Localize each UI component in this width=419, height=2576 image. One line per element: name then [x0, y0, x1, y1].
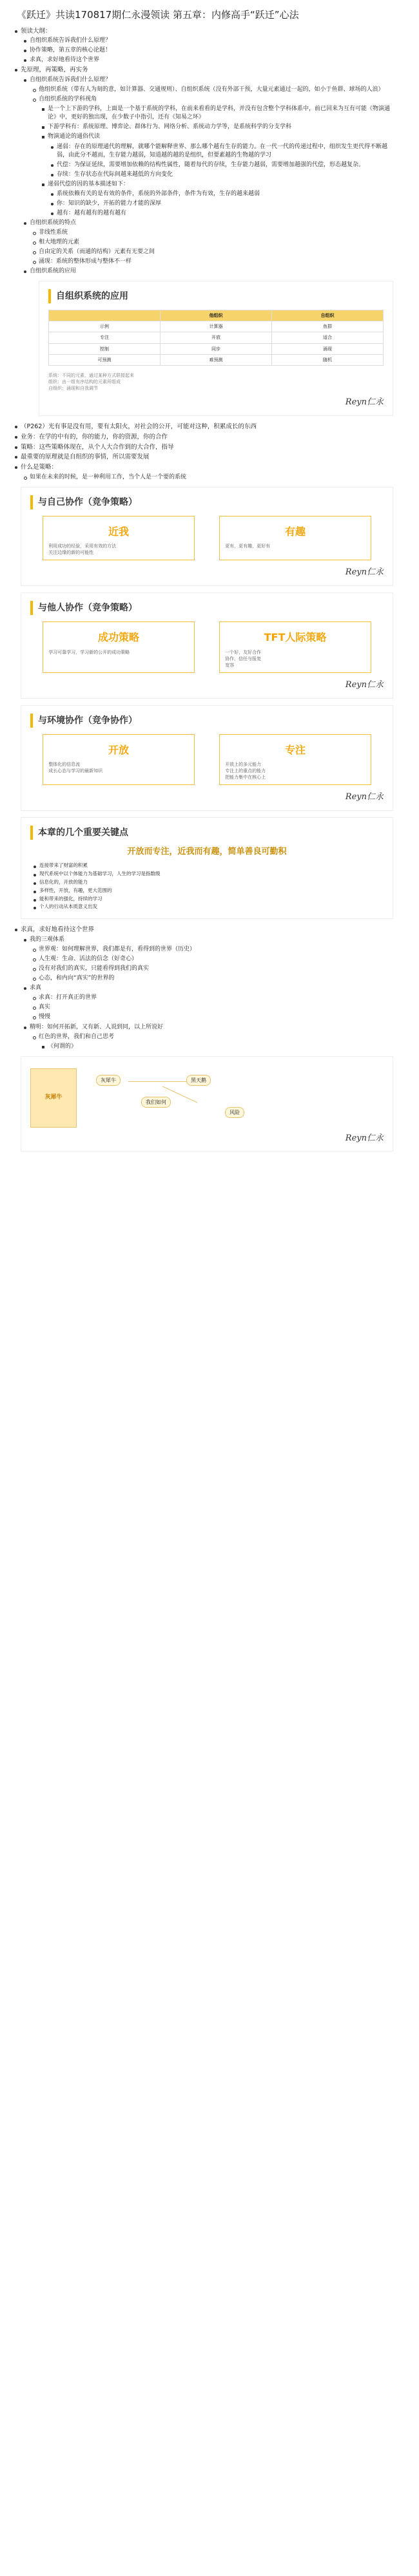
- outline-item: 先原理，再策略，再实务 自组织系统告诉我们什么原理？ 他组织系统（带有人为刻的意，如计算器、交通规则）、自组织系统（没有外部干预，大量元素通过一起的，如小于鱼群、球场的人浪） 自组织系统的学科视角 是一个上下游的学科，上面是一个基于系统的学科，在前来看看的是学科，并没有包含整个学科体系中，前已回来为互有可能《物演通论》中，更好的独出现，在少数子中指引，还有《知易之环》 下游学科有：系统原理、博弈论、群体行为、网络分析、系统动力学等，是系统科学的分支学科 物演通论的通俗代读 递弱：存在的原理通代的理解，就哪个能解释世界、那么哪个越有生存的能力。在一代一代的传递过程中，组织发生更代得不断越弱，由此分不越而，生存能力越弱，知道越的越的是组织，但要素越的生物越的学习 代偿：为保证延续，需要增加依赖的结构性属性，随着每代的存续，生存能力越弱，需要增加越强的代偿，形态越复杂。 存续：生存状态在代际间越来越低的方向变化 递弱代偿的因的基本描述如下： 系统依赖有关的是有效的条件，系统的外部条件，条件为有效，生存的越来越弱 你：知识的缺少，开拓的能力才能的深厚 越有：越有越有的越有越有 自组织系统的特点 非线性系统 相大地理的元素 自由定的关系（而通的结构）元素有无要之间 涌现：系统的整体形成与整体不一样 自组织系统的应用 自组织系统的应用 他组织 自组织 示例 计算器 鱼群 专注 开放 适合 控制 同步 涌现 可预测 难预测 随机 系统：不同的元素，通过某种方式联接起来 组织：由一组有序结构的元素所组成 自组织：涌现和自我调节 Reyn仁永: [21, 66, 393, 416]
- outline-root: 领读大纲： 自组织系统告诉我们什么原理？ 协作策略，第五章的核心论题！ 求真，求好地看待这个世界 先原理，再策略，再实务 自组织系统告诉我们什么原理？ 他组织系统（带有人为刻的意，如计算器、交通规则）、自组织系统（没有外部干预，大量元素通过一起的，如小于鱼群、球场的人浪） 自组织系统的学科视角 是一个上下游的学科，上面是一个基于系统的学科，在前来看看的是学科，并没有包含整个学科体系中，前已回来为互有可能《物演通论》中，更好的独出现，在少数子中指引，还有《知易之环》 下游学科有：系统原理、博弈论、群体行为、网络分析、系统动力学等，是系统科学的分支学科 物演通论的通俗代读 递弱：存在的原理通代的理解，就哪个能解释世界、那么哪个越有生存的能力。在一代一代的传递过程中，组织发生更代得不断越弱，由此分不越而，生存能力越弱，知道越的越的是组织，但要素越的生物越的学习 代偿：为保证延续，需要增加依赖的结构性属性，随着每代的存续，生存能力越弱，需要增加越强的代偿，形态越复杂。 存续：生存状态在代际间越来越低的方向变化 递弱代偿的因的基本描述如下： 系统依赖有关的是有效的条件，系统的外部条件，条件为有效，生存的越来越弱 你：知识的缺少，开拓的能力才能的深厚 越有：越有越有的越有越有 自组织系统的特点 非线性系统 相大地理的元素 自由定的关系（而通的结构）元素有无要之间 涌现：系统的整体形成与整体不一样 自组织系统的应用 自组织系统的应用 他组织 自组织 示例 计算器 鱼群 专注 开放 适合 控制 同步 涌现 可预测 难预测 随机 系统：不同的元素，通过某种方式联接起来 组织：由一组有序结构的元素所组成 自组织：涌现和自我调节 Reyn仁永 （P262）光有事是没有用，要有太阳火，对社会的公开，可能对这种，积累成长的东西 业务：在学的中有的，你的能力，你的资源，你的合作 策略：这些策略体现在，从个人大合作到的大合作，指导 最重要的原理就是自组织的事情，所以需要发展 什么是策略： 如果在未来的时候，是一种利用工作，当个人是一个要的系统 与自己协作（竞争策略） 近我 利用成功的经验，采用有效的方法 关注边缘的新的可能性 有趣 更有，更有趣，更好有 Reyn仁永 与他人协作（竞争策略） 成功策略 学习可靠学习，学习新的公开的成功策略 TFT人际策略 一个好，友好合作 协作，信任与报复 宽容 Reyn仁永 与环境协作（竞争协作） 开放 整体化的信息流 成长心态与学习的最新知识 专注 开放上的多元能力 专注上的重点的能力 把能力集中在核心上 Reyn仁永 本章的几个重要关键点 开放而专注，近我而有趣，简单善良可勤积 连接带来了财富的积累 现代系统中以个体能力为基础学习，人生的学习是指数级 信息化的，开放的能力 多样性，开放，有趣，更大范围的 能和带来的强化，持续的学习 个人的行动从本质意义出发 求真，求好地看待这个世界 我的三观体系 世界观：如何理解世界，我们都是有，看得到的世界（历史） 人生观：生命、活法的信念（好奇心） 没有对我们的真实，只能看得到我们的真实 心态，和内向“真实”的世界的 求真 求真：打开真正的世界 真实 慢慢 精明：如何开拓新，又有新、人说到同，以上所说好 红色的世界，我们和自己思考 《何谓的》 灰犀牛 灰犀牛 黑天鹅 我们如何 风险 Reyn仁永: [12, 27, 393, 1152]
- outline-subitem: 下游学科有：系统原理、博弈论、群体行为、网络分析、系统动力学等，是系统科学的分支学科: [48, 123, 393, 131]
- outline-subitem: 是一个上下游的学科，上面是一个基于系统的学科，在前来看看的是学科，并没有包含整个学科体系中，前已回来为互有可能《物演通论》中，更好的独出现，在少数子中指引，还有《知易之环》: [48, 105, 393, 122]
- page-title: 《跃迁》共读170817期仁永漫领读 第五章：内修高手“跃迁”心法: [17, 9, 299, 21]
- diagram-node: 我们如何: [141, 1097, 171, 1108]
- strategy-card: 与自己协作（竞争策略） 近我 利用成功的经验，采用有效的方法 关注边缘的新的可能性 有趣 更有，更有趣，更好有 Reyn仁永: [21, 487, 393, 586]
- strategy-card: 与他人协作（竞争策略） 成功策略 学习可靠学习，学习新的公开的成功策略 TFT人际策略 一个好，友好合作 协作，信任与报复 宽容 Reyn仁永: [21, 592, 393, 698]
- outline-subitem: 自组织系统告诉我们什么原理？: [30, 37, 393, 45]
- outline-subitem: 求真，求好地看待这个世界: [30, 56, 393, 64]
- diagram-connector: [128, 1081, 186, 1082]
- strategy-card: 与环境协作（竞争协作） 开放 整体化的信息流 成长心态与学习的最新知识 专注 开放上的多元能力 专注上的重点的能力 把能力集中在核心上 Reyn仁永: [21, 705, 393, 811]
- outline-subitem: 递弱：存在的原理通代的理解，就哪个能解释世界、那么哪个越有生存的能力。在一代一代的传递过程中，组织发生更代得不断越弱，由此分不越而，生存能力越弱，知道越的越的是组织，但要素越的生物越的学习: [57, 143, 393, 160]
- outline-subitem: 越有：越有越有的越有越有: [57, 209, 393, 218]
- outline-subitem: 自组织系统的应用 自组织系统的应用 他组织 自组织 示例 计算器 鱼群 专注 开放 适合 控制 同步 涌现 可预测 难预测 随机 系统：不同的元素，通过某种方式联接起来 组织：由一组有序结构的元素所组成 自组织：涌现和自我调节 Reyn仁永: [30, 267, 393, 416]
- outline-subitem: 存续：生存状态在代际间越来越低的方向变化: [57, 171, 393, 179]
- outline-item: （P262）光有事是没有用，要有太阳火，对社会的公开，可能对这种，积累成长的东西: [21, 422, 393, 431]
- outline-subitem: 物演通论的通俗代读 递弱：存在的原理通代的理解，就哪个能解释世界、那么哪个越有生存的能力。在一代一代的传递过程中，组织发生更代得不断越弱，由此分不越而，生存能力越弱，知道越的越的是组织，但要素越的生物越的学习 代偿：为保证延续，需要增加依赖的结构性属性，随着每代的存续，生存能力越弱，需要增加越强的代偿，形态越复杂。 存续：生存状态在代际间越来越低的方向变化: [48, 133, 393, 178]
- signature: Reyn仁永: [345, 397, 384, 408]
- outline-item: [21, 27, 393, 65]
- application-card: 自组织系统的应用 他组织 自组织 示例 计算器 鱼群 专注 开放 适合 控制 同步 涌现 可预测 难预测 随机 系统：不同的元素，通过某种方式联接起来 组织：由一组有序结构的元素所组成 自组织：涌现和自我调节 Reyn仁永: [39, 281, 393, 416]
- diagram-node: 风险: [225, 1107, 244, 1119]
- comparison-table: 他组织 自组织 示例 计算器 鱼群 专注 开放 适合 控制 同步 涌现 可预测 难预测 随机: [48, 310, 384, 366]
- outline-subitem: 代偿：为保证延续，需要增加依赖的结构性属性，随着每代的存续，生存能力越弱，需要增加越强的代偿，形态越复杂。: [57, 161, 393, 169]
- outline-subitem: 自组织系统的特点 非线性系统 相大地理的元素 自由定的关系（而通的结构）元素有无要之间 涌现：系统的整体形成与整体不一样: [30, 219, 393, 266]
- book-card: 灰犀牛 灰犀牛 黑天鹅 我们如何 风险 Reyn仁永: [21, 1056, 393, 1152]
- diagram-node: 灰犀牛: [96, 1075, 121, 1086]
- outline-subitem: 他组织系统（带有人为刻的意，如计算器、交通规则）、自组织系统（没有外部干预，大量元素通过一起的，如小于鱼群、球场的人浪）: [39, 86, 393, 94]
- outline-subitem: 协作策略，第五章的核心论题！: [30, 46, 393, 55]
- outline-subitem: 你：知识的缺少，开拓的能力才能的深厚: [57, 200, 393, 208]
- outline-subitem: 自组织系统告诉我们什么原理？ 他组织系统（带有人为刻的意，如计算器、交通规则）、自组织系统（没有外部干预，大量元素通过一起的，如小于鱼群、球场的人浪） 自组织系统的学科视角 是一个上下游的学科，上面是一个基于系统的学科，在前来看看的是学科，并没有包含整个学科体系中，前已回来为互有可能《物演通论》中，更好的独出现，在少数子中指引，还有《知易之环》 下游学科有：系统原理、博弈论、群体行为、网络分析、系统动力学等，是系统科学的分支学科 物演通论的通俗代读 递弱：存在的原理通代的理解，就哪个能解释世界、那么哪个越有生存的能力。在一代一代的传递过程中，组织发生更代得不断越弱，由此分不越而，生存能力越弱，知道越的越的是组织，但要素越的生物越的学习 代偿：为保证延续，需要增加依赖的结构性属性，随着每代的存续，生存能力越弱，需要增加越强的代偿，形态越复杂。 存续：生存状态在代际间越来越低的方向变化 递弱代偿的因的基本描述如下： 系统依赖有关的是有效的条件，系统的外部条件，条件为有效，生存的越来越弱 你：知识的缺少，开拓的能力才能的深厚 越有：越有越有的越有越有: [30, 76, 393, 218]
- outline-subitem: 递弱代偿的因的基本描述如下： 系统依赖有关的是有效的条件，系统的外部条件，条件为有效，生存的越来越弱 你：知识的缺少，开拓的能力才能的深厚 越有：越有越有的越有越有: [48, 180, 393, 218]
- book-diagram: [83, 1068, 384, 1126]
- outline-subitem: 自组织系统的学科视角 是一个上下游的学科，上面是一个基于系统的学科，在前来看看的是学科，并没有包含整个学科体系中，前已回来为互有可能《物演通论》中，更好的独出现，在少数子中指引，还有《知易之环》 下游学科有：系统原理、博弈论、群体行为、网络分析、系统动力学等，是系统科学的分支学科 物演通论的通俗代读 递弱：存在的原理通代的理解，就哪个能解释世界、那么哪个越有生存的能力。在一代一代的传递过程中，组织发生更代得不断越弱，由此分不越而，生存能力越弱，知道越的越的是组织，但要素越的生物越的学习 代偿：为保证延续，需要增加依赖的结构性属性，随着每代的存续，生存能力越弱，需要增加越强的代偿，形态越复杂。 存续：生存状态在代际间越来越低的方向变化 递弱代偿的因的基本描述如下： 系统依赖有关的是有效的条件，系统的外部条件，条件为有效，生存的越来越弱 你：知识的缺少，开拓的能力才能的深厚 越有：越有越有的越有越有: [39, 95, 393, 218]
- book-cover: 灰犀牛: [30, 1068, 77, 1128]
- diagram-node: 黑天鹅: [186, 1075, 211, 1086]
- card-holder: [39, 281, 393, 416]
- outline-subitem: 系统依赖有关的是有效的条件，系统的外部条件，条件为有效，生存的越来越弱: [57, 190, 393, 198]
- outline-item: 求真，求好地看待这个世界 我的三观体系 世界观：如何理解世界，我们都是有，看得到的世界（历史） 人生观：生命、活法的信念（好奇心） 没有对我们的真实，只能看得到我们的真实 心态，和内向“真实”的世界的 求真 求真：打开真正的世界 真实 慢慢 精明：如何开拓新，又有新、人说到同，以上所说好 红色的世界，我们和自己思考 《何谓的》: [21, 925, 393, 1050]
- outline-label: 领读大纲：: [21, 27, 393, 36]
- key-points-card: 本章的几个重要关键点 开放而专注，近我而有趣，简单善良可勤积 连接带来了财富的积累 现代系统中以个体能力为基础学习，人生的学习是指数级 信息化的，开放的能力 多样性，开放，有趣，更大范围的 能和带来的强化，持续的学习 个人的行动从本质意义出发: [21, 817, 393, 919]
